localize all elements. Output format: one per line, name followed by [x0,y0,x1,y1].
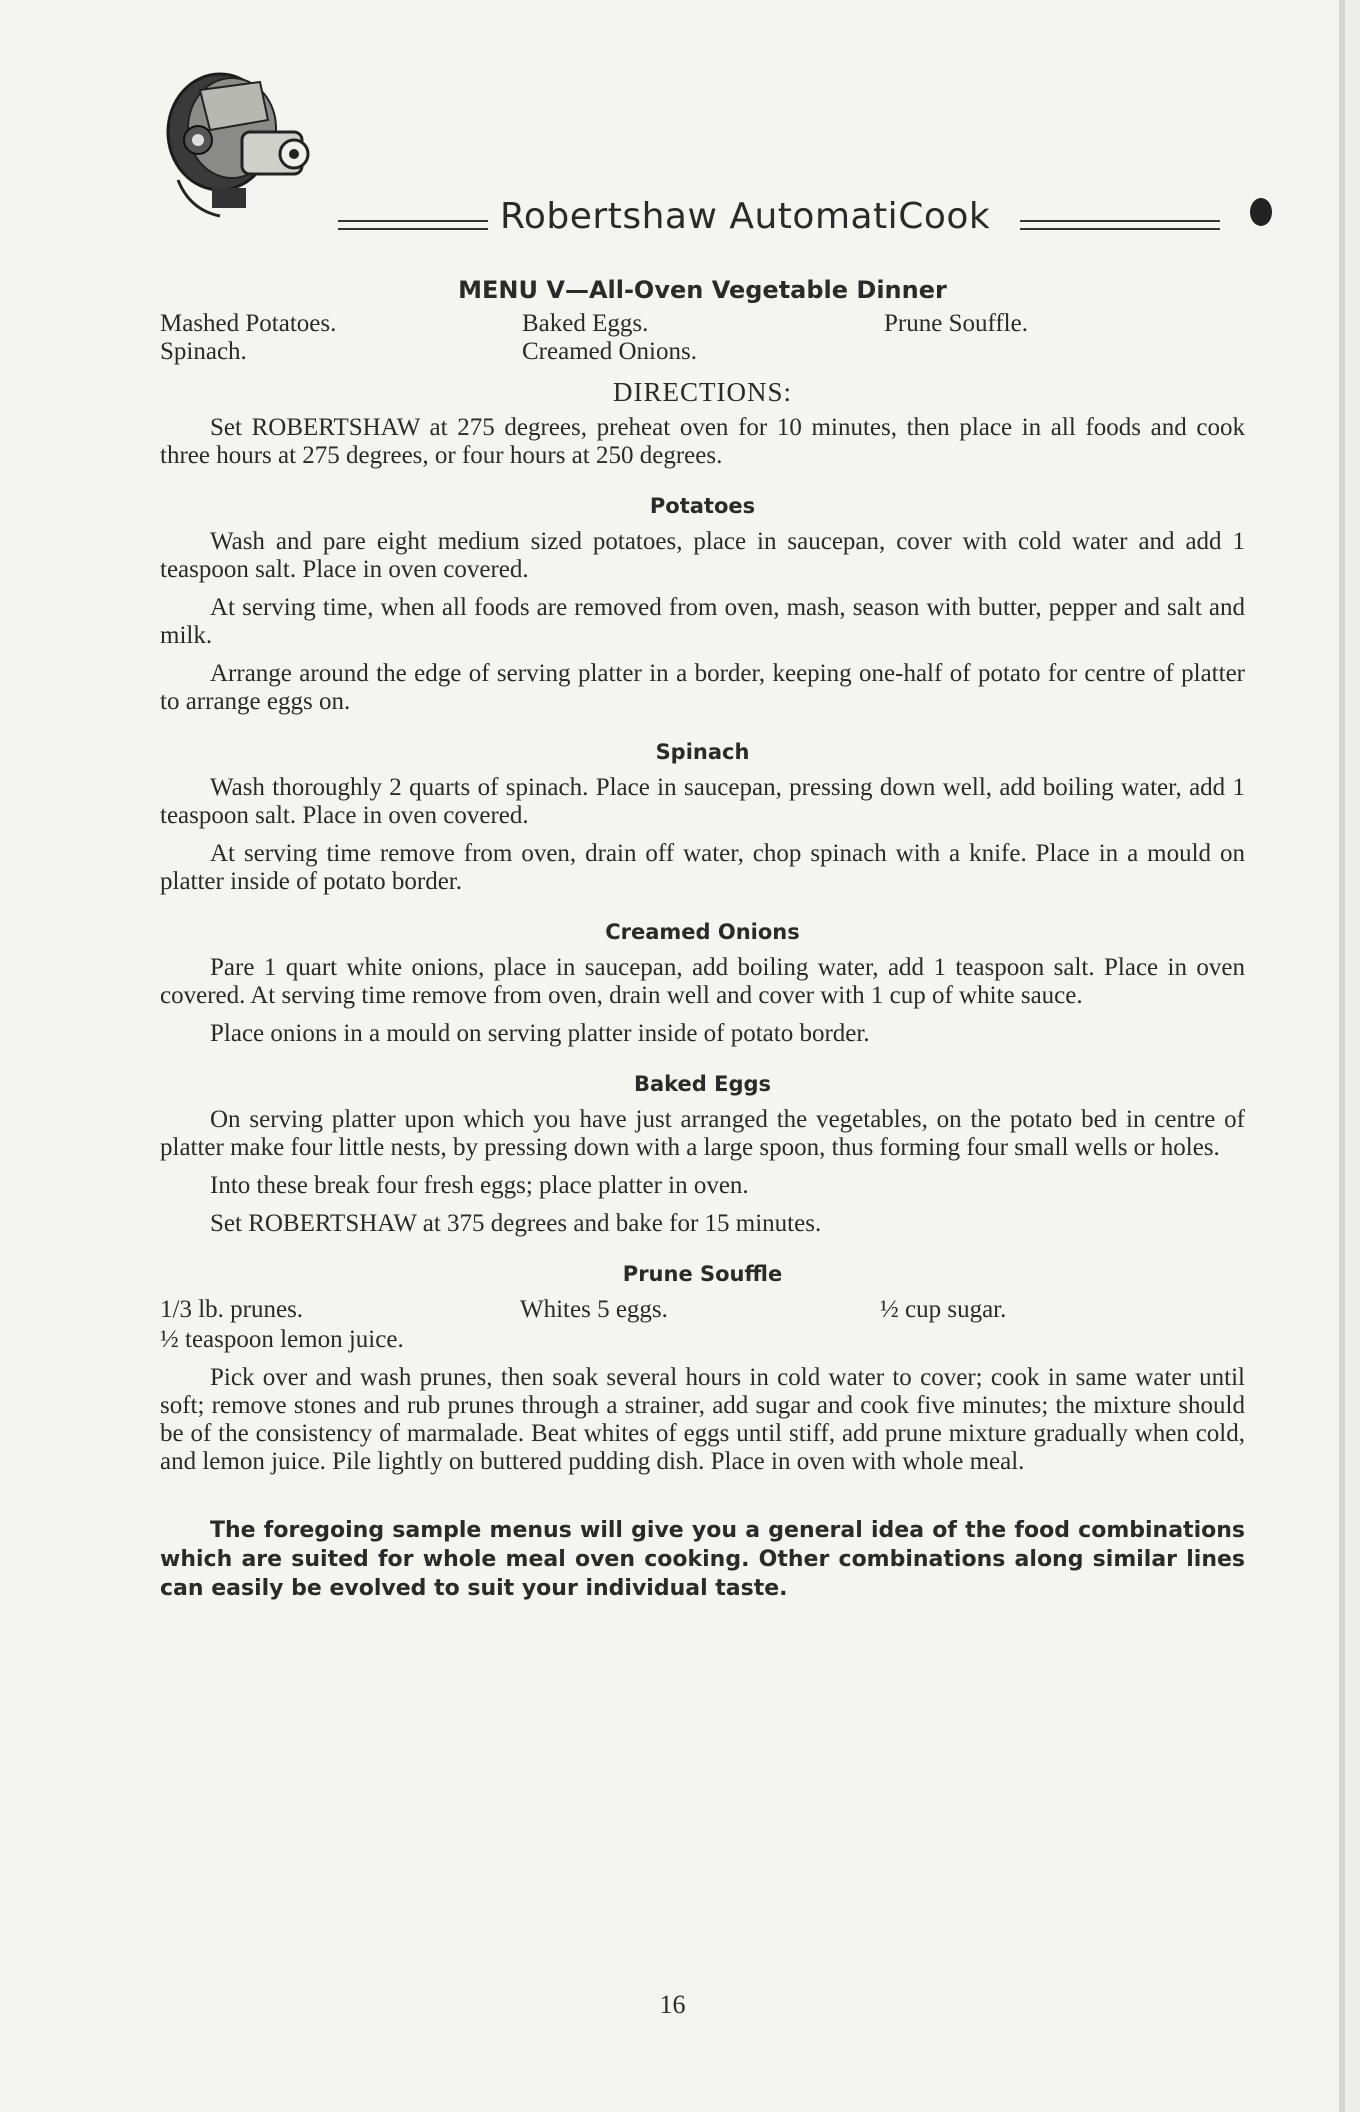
menu-item: Creamed Onions. [522,338,697,365]
onions-heading: Creamed Onions [605,920,800,944]
menu-items [160,310,1245,366]
ingredient: ½ teaspoon lemon juice. [160,1326,404,1353]
menu-item: Spinach. [160,338,247,365]
page-header [160,70,1290,237]
prune-paragraph: Pick over and wash prunes, then soak several hours in cold water to cover; cook in same water until soft; remove stones and rub prunes through a strainer, add sugar and cook five minutes; the mixture should be of the consistency of marmalade. Beat whites of eggs until stiff, add prune mixture gradually when cold, and lemon juice. Pile lightly on buttered pudding dish. Place in oven with whole meal. [160,1364,1245,1475]
potatoes-paragraph: At serving time, when all foods are removed from oven, mash, season with butter, pepper and salt and milk. [160,594,1245,649]
header-rule-left [338,220,488,230]
potatoes-heading: Potatoes [649,494,756,518]
eggs-paragraph: On serving platter upon which you have just arranged the vegetables, on the potato bed in centre of platter make four little nests, by pressing down with a large spoon, thus forming four small wells or holes. [160,1106,1245,1161]
spinach-paragraph: Wash thoroughly 2 quarts of spinach. Place in saucepan, pressing down well, add boiling water, add 1 teaspoon salt. Place in oven covered. [160,774,1245,829]
prune-ingredients [160,1296,1245,1324]
ingredient: 1/3 lb. prunes. [160,1296,304,1323]
eggs-heading: Baked Eggs [633,1072,772,1096]
menu-title: MENU V—All-Oven Vegetable Dinner [458,276,947,304]
eggs-paragraph: Set ROBERTSHAW at 375 degrees and bake for 15 minutes. [210,1210,822,1237]
potatoes-paragraph: Arrange around the edge of serving platter in a border, keeping one-half of potato for centre of platter to arrange eggs on. [160,660,1245,715]
spinach-heading: Spinach [655,740,750,764]
directions-text: Set ROBERTSHAW at 275 degrees, preheat oven for 10 minutes, then place in all foods and cook three hours at 275 degrees, or four hours at 250 degrees. [160,414,1245,469]
potatoes-paragraph: Wash and pare eight medium sized potatoes, place in saucepan, cover with cold water and add 1 teaspoon salt. Place in oven covered. [160,528,1245,583]
ingredient: ½ cup sugar. [880,1296,1007,1323]
page-content [160,276,1245,1625]
directions-heading: DIRECTIONS: [613,377,792,407]
menu-item: Prune Souffle. [884,310,1028,337]
onions-paragraph: Pare 1 quart white onions, place in saucepan, add boiling water, add 1 teaspoon salt. Place in oven covered. At serving time remove from oven, drain well and cover with 1 cup of white sauce. [160,954,1245,1009]
menu-item: Baked Eggs. [522,310,649,337]
header-title: Robertshaw AutomatiCook [500,196,991,237]
ingredient: Whites 5 eggs. [520,1296,668,1323]
menu-item: Mashed Potatoes. [160,310,337,337]
spinach-paragraph: At serving time remove from oven, drain off water, chop spinach with a knife. Place in a mould on platter inside of potato border. [160,840,1245,895]
onions-paragraph: Place onions in a mould on serving platter inside of potato border. [210,1020,870,1047]
oven-thermostat-control-icon [160,70,330,230]
prune-heading: Prune Souffle [622,1262,783,1286]
header-dot [1250,198,1272,226]
header-rule-right [1020,220,1220,230]
eggs-paragraph: Into these break four fresh eggs; place platter in oven. [210,1172,749,1199]
closing-note: The foregoing sample menus will give you a general idea of the food combinations which are suited for whole meal oven cooking. Other combinations along similar lines can easily be evolved to suit your individual taste. [160,1518,1245,1601]
page-number: 16 [659,1990,686,2019]
